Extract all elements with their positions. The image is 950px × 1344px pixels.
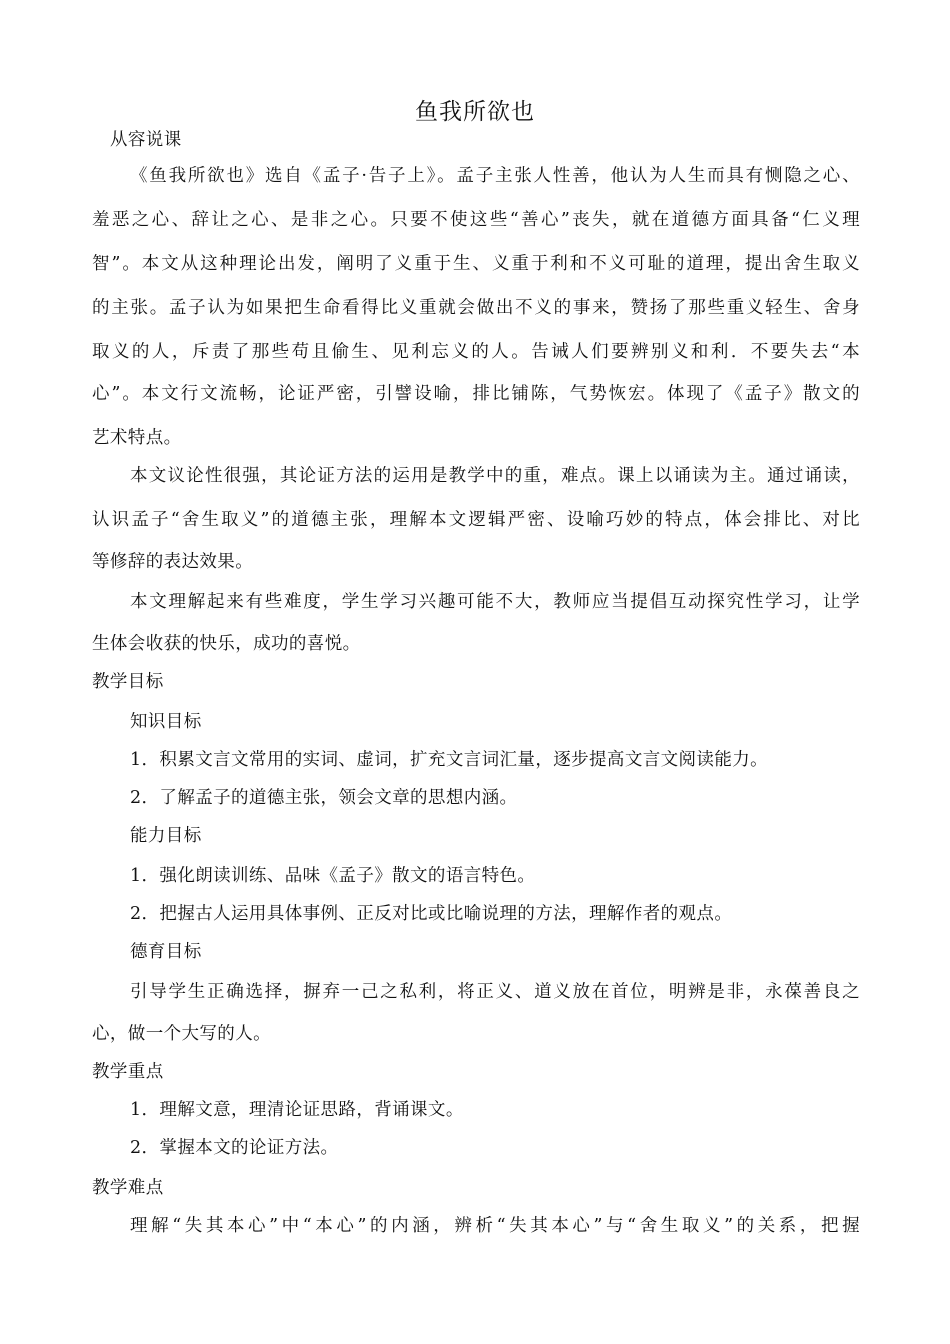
paragraph-line: 等修辞的表达效果。 xyxy=(92,552,254,572)
list-item: 2．把握古人运用具体事例、正反对比或比喻说理的方法，理解作者的观点。 xyxy=(130,904,733,924)
document-title: 鱼我所欲也 xyxy=(415,99,535,125)
section-heading-intro: 从容说课 xyxy=(110,130,182,150)
paragraph-line: 心”。本文行文流畅，论证严密，引譬设喻，排比铺陈，气势恢宏。体现了《孟子》散文的 xyxy=(92,384,860,404)
paragraph-line: 理解“失其本心”中“本心”的内涵，辨析“失其本心”与“舍生取义”的关系，把握 xyxy=(130,1216,860,1236)
paragraph-line: 本文议论性很强，其论证方法的运用是教学中的重，难点。课上以诵读为主。通过诵读， xyxy=(130,466,860,486)
paragraph-line: 认识孟子“舍生取义”的道德主张，理解本文逻辑严密、设喻巧妙的特点，体会排比、对比 xyxy=(92,510,860,530)
subheading-ability: 能力目标 xyxy=(130,826,202,846)
list-item: 1．理解文意，理清论证思路，背诵课文。 xyxy=(130,1100,464,1120)
subheading-moral: 德育目标 xyxy=(130,942,202,962)
section-heading-difficulties: 教学难点 xyxy=(92,1178,164,1198)
list-item: 2．了解孟子的道德主张，领会文章的思想内涵。 xyxy=(130,788,518,808)
paragraph-line: 心，做一个大写的人。 xyxy=(92,1024,271,1044)
paragraph-line: 取义的人，斥责了那些苟且偷生、见利忘义的人。告诫人们要辨别义和利．不要失去“本 xyxy=(92,342,860,362)
paragraph-line: 引导学生正确选择，摒弃一己之私利，将正义、道义放在首位，明辨是非，永葆善良之 xyxy=(130,982,860,1002)
paragraph-line: 智”。本文从这种理论出发，阐明了义重于生、义重于利和不义可耻的道理，提出舍生取义 xyxy=(92,254,860,274)
paragraph-line: 本文理解起来有些难度，学生学习兴趣可能不大，教师应当提倡互动探究性学习，让学 xyxy=(130,592,860,612)
paragraph-line: 生体会收获的快乐，成功的喜悦。 xyxy=(92,634,361,654)
list-item: 1．积累文言文常用的实词、虚词，扩充文言词汇量，逐步提高文言文阅读能力。 xyxy=(130,750,769,770)
list-item: 2．掌握本文的论证方法。 xyxy=(130,1138,339,1158)
paragraph-line: 艺术特点。 xyxy=(92,428,182,448)
subheading-knowledge: 知识目标 xyxy=(130,712,202,732)
paragraph-line: 《鱼我所欲也》选自《孟子·告子上》。孟子主张人性善，他认为人生而具有恻隐之心、 xyxy=(130,166,860,186)
paragraph-line: 的主张。孟子认为如果把生命看得比义重就会做出不义的事来，赞扬了那些重义轻生、舍身 xyxy=(92,298,860,318)
section-heading-goals: 教学目标 xyxy=(92,672,164,692)
section-heading-key-points: 教学重点 xyxy=(92,1062,164,1082)
paragraph-line: 羞恶之心、辞让之心、是非之心。只要不使这些“善心”丧失，就在道德方面具备“仁义理 xyxy=(92,210,860,230)
list-item: 1．强化朗读训练、品味《孟子》散文的语言特色。 xyxy=(130,866,536,886)
